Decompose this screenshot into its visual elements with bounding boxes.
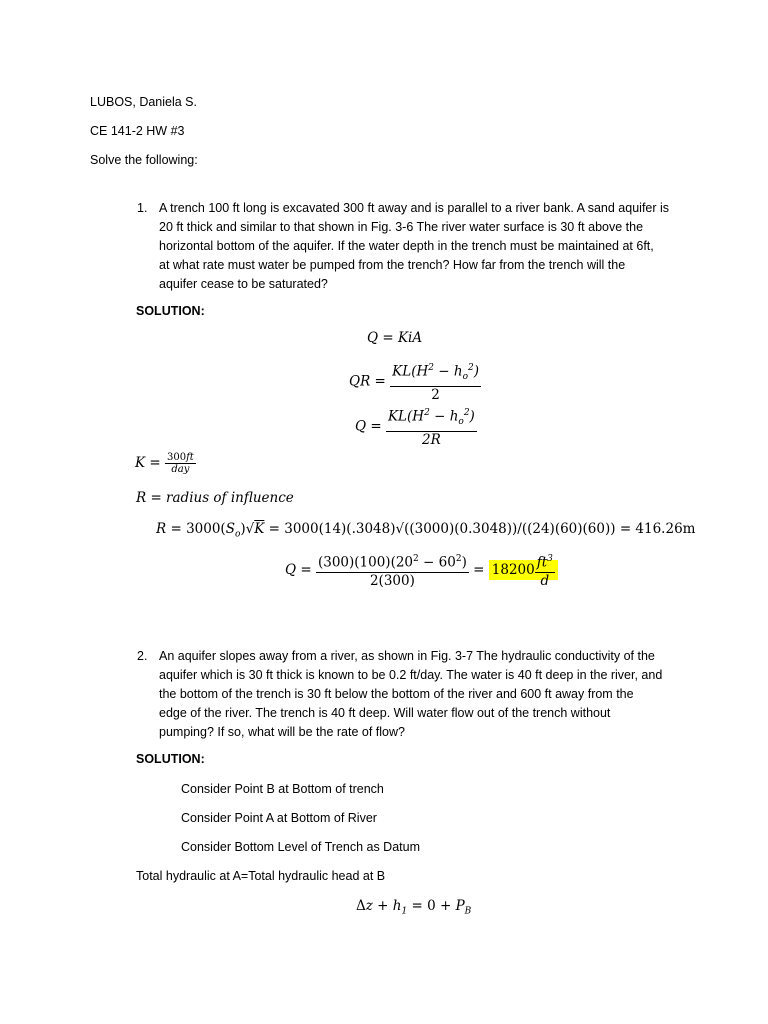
- equation-head-balance: $\Delta z + h_1 = 0 + P_B$: [356, 898, 472, 917]
- equation-q-result: Q = $\frac{(300)(100)(20^2 - 60^2)}{2(300)}$ = 18200 $\frac{ft^3}{d}$: [285, 551, 558, 590]
- equation-qr: QR = $\frac{KL(H^2 - h_o^2)}{2}$: [349, 360, 481, 404]
- highlighted-answer: 18200 $\frac{ft^3}{d}$: [489, 560, 558, 580]
- instruction: Solve the following:: [90, 153, 198, 167]
- total-head-statement: Total hydraulic at A=Total hydraulic head at B: [136, 869, 386, 883]
- problem2-solution-label: SOLUTION:: [136, 752, 205, 766]
- step-point-a: Consider Point A at Bottom of River: [181, 811, 377, 825]
- problem1-solution-label: SOLUTION:: [136, 304, 205, 318]
- equation-r-definition: R = radius of influence: [136, 490, 294, 506]
- course-code: CE 141-2 HW #3: [90, 124, 185, 138]
- equation-q-kia: Q = KiA: [367, 330, 423, 346]
- problem1-text: A trench 100 ft long is excavated 300 ft away and is parallel to a river bank. A sand aquifer is 20 ft thick and similar to that shown in Fig. 3-6 The river water surface is 30 ft above the horizontal bottom of the aquifer. If the water depth in the trench must be maintained at 6ft, at what rate must water be pumped from the trench? How far from the trench will the aquifer cease to be saturated?: [159, 201, 670, 291]
- equation-q-flow: Q = $\frac{KL(H^2 - h_o^2)}{2R}$: [355, 405, 477, 449]
- equation-k: K = $\frac{300ft}{\text{day}}$: [135, 452, 194, 475]
- step-datum: Consider Bottom Level of Trench as Datum: [181, 840, 421, 854]
- problem1-number: 1.: [137, 201, 148, 215]
- problem2-text: An aquifer slopes away from a river, as shown in Fig. 3-7 The hydraulic conductivity of the aquifer which is 30 ft thick is known to be 0.2 ft/day. The water is 40 ft deep in the river, and the bottom of the trench is 30 ft below the bottom of the river and 600 ft away from the edge of the river. The trench is 40 ft deep. Will water flow out of the trench without pumping? If so, what will be the rate of flow?: [159, 649, 663, 739]
- step-point-b: Consider Point B at Bottom of trench: [181, 782, 384, 796]
- student-name: LUBOS, Daniela S.: [90, 95, 197, 109]
- equation-r-value: $R = 3000(S_o)√K = 3000(14)(.3048)√((3000)(0.3048))/((24)(60)(60)) = 416.26m$: [156, 521, 696, 540]
- problem2-number: 2.: [137, 649, 148, 663]
